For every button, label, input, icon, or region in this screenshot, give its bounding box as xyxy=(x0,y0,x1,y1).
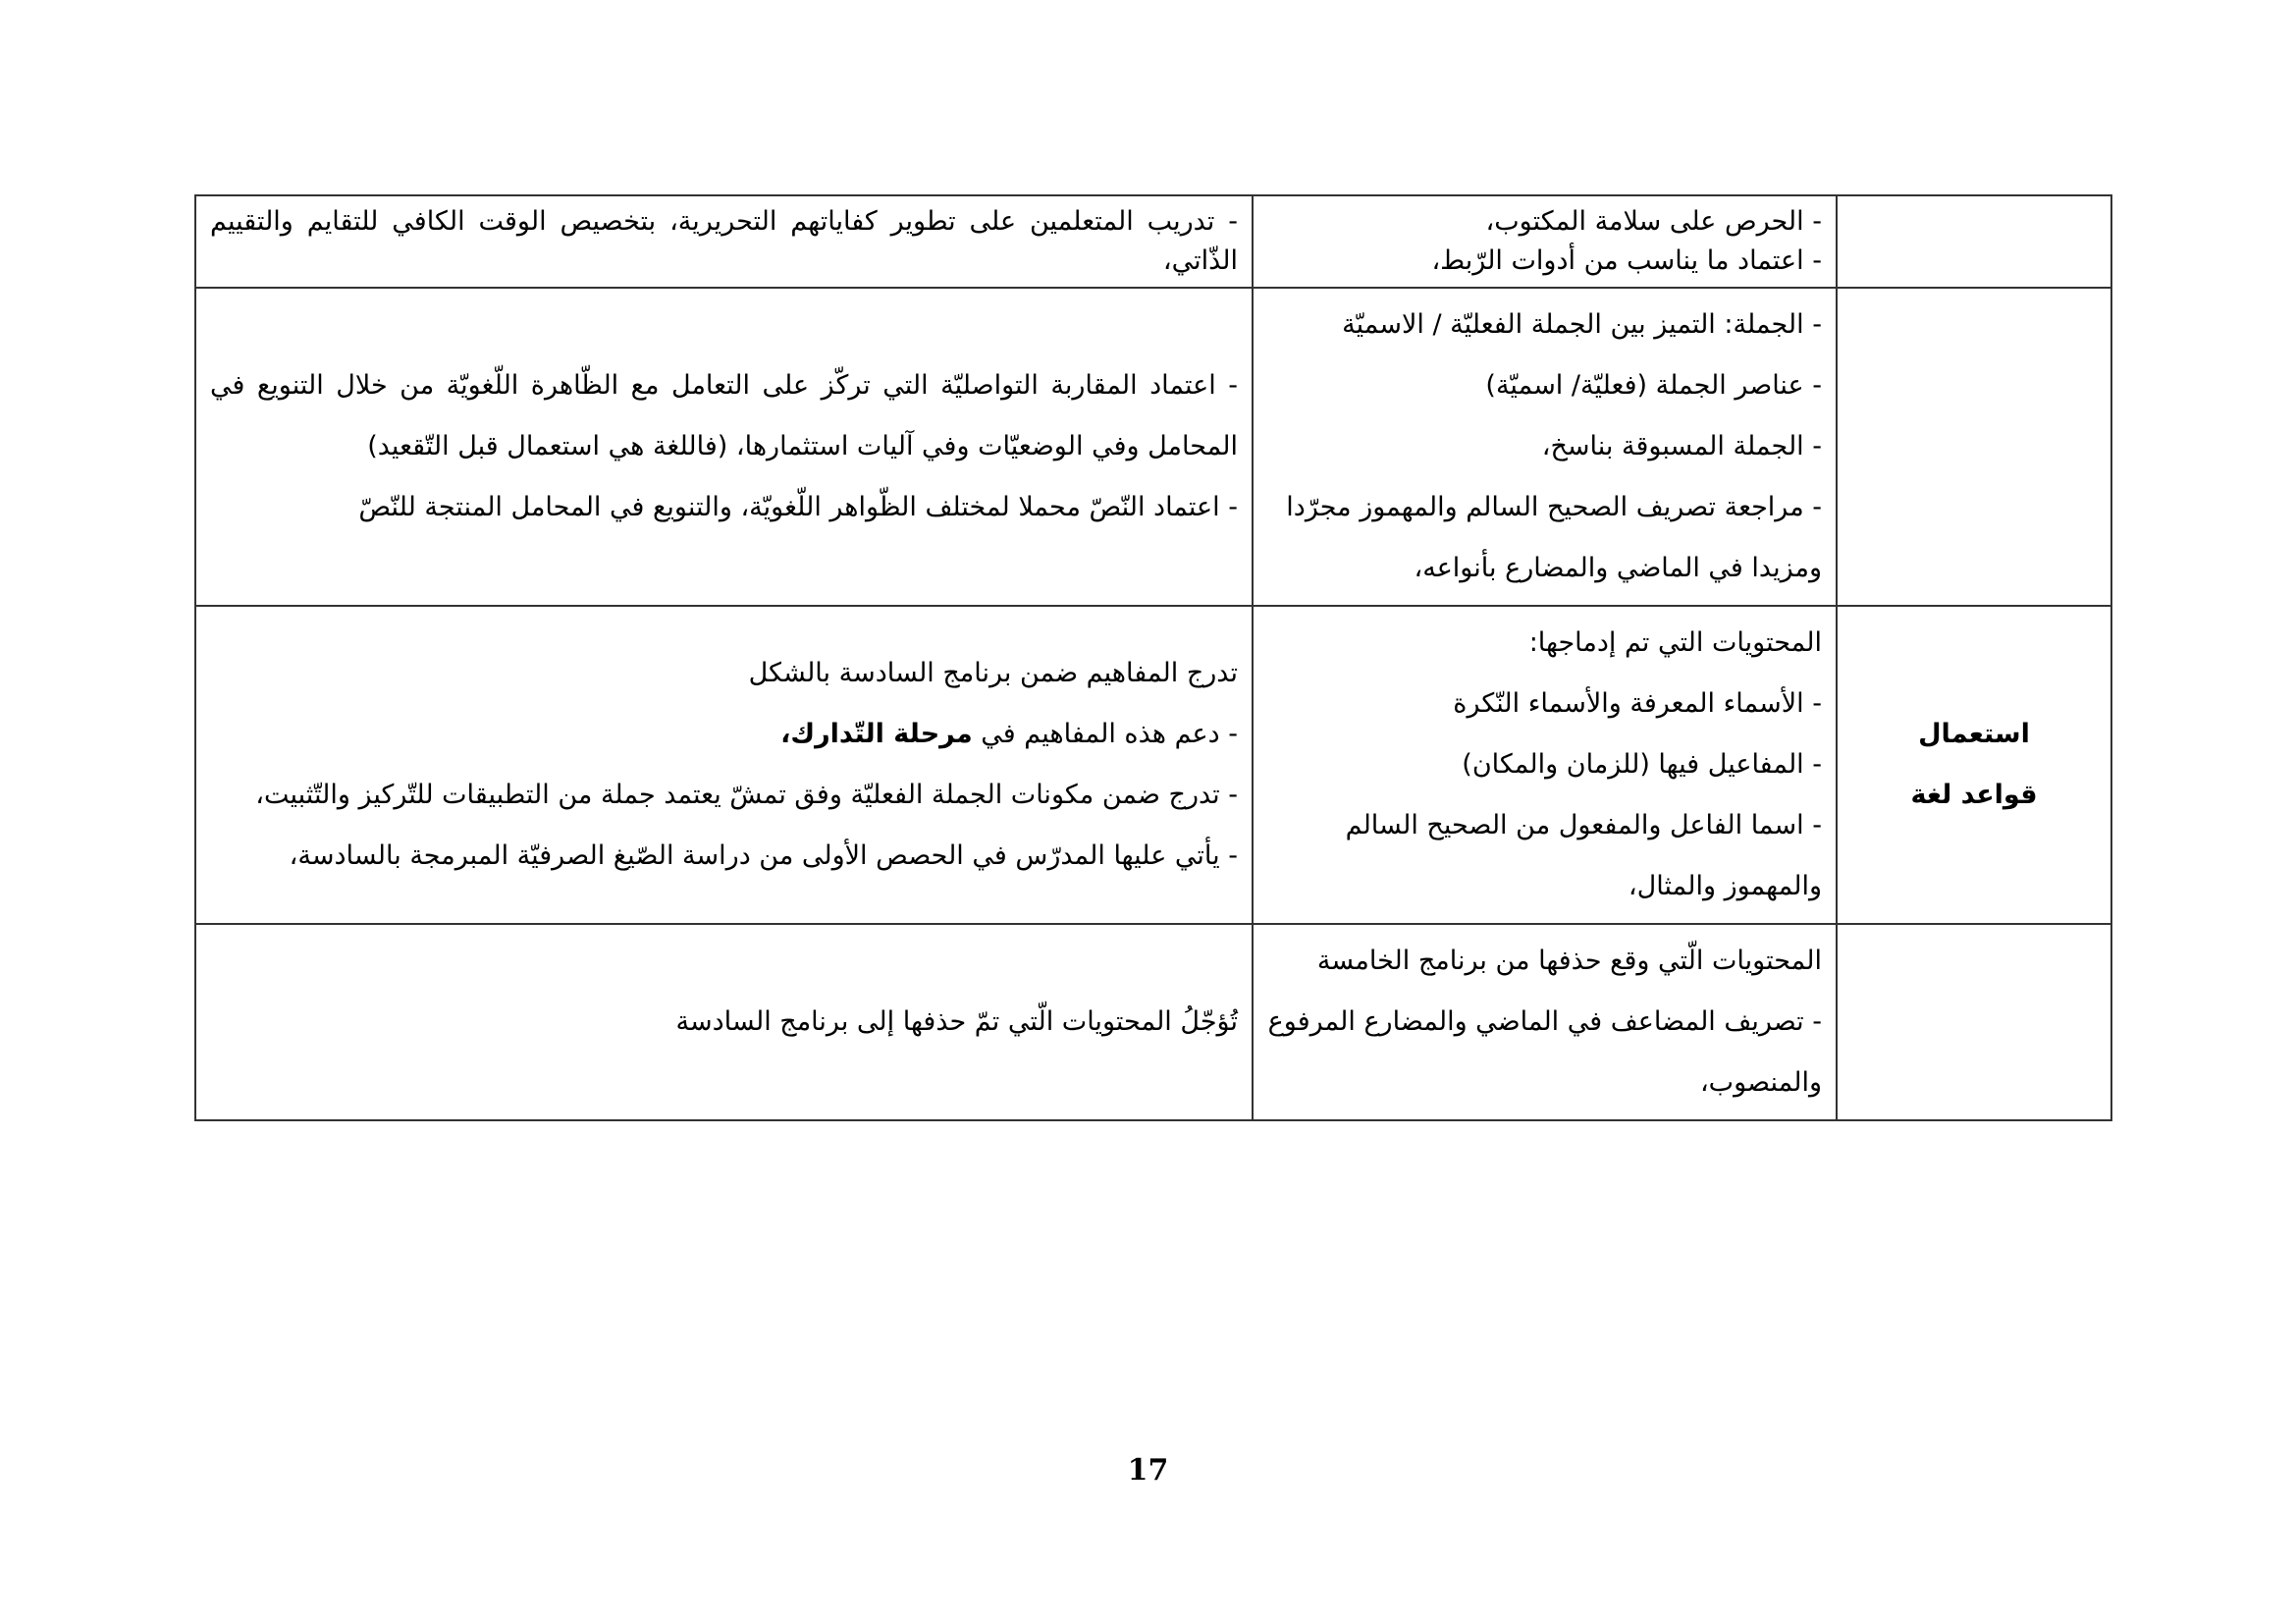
content-line: - مراجعة تصريف الصحيح السالم والمهموز مجرّدا ومزيدا في الماضي والمضارع بأنواعه، xyxy=(1286,492,1822,583)
notes-line: - تدريب المتعلمين على تطوير كفاياتهم التحريرية، بتخصيص الوقت الكافي للتقايم والتقييم الذّاتي، xyxy=(210,206,1238,276)
content-line: - اسما الفاعل والمفعول من الصحيح السالم والمهموز والمثال، xyxy=(1345,810,1822,901)
content-cell xyxy=(1253,924,1837,1120)
notes-support-emphasis: مرحلة التّدارك، xyxy=(780,719,973,749)
domain-title-line: قواعد لغة xyxy=(1910,780,2038,810)
notes-line: - تدرج ضمن مكونات الجملة الفعليّة وفق تمشّ يعتمد جملة من التطبيقات للتّركيز والتّثبيت، xyxy=(255,780,1238,810)
notes-support-line xyxy=(210,704,1238,765)
table-row xyxy=(195,924,2111,1120)
content-line: - الأسماء المعرفة والأسماء النّكرة xyxy=(1453,688,1822,719)
notes-line: - اعتماد المقاربة التواصليّة التي تركّز على التعامل مع الظّاهرة اللّغويّة من خلال التنويع في المحامل وفي الوضعيّات وفي آليات استثمارها، (فاللغة هي استعمال قبل التّقعيد) xyxy=(210,370,1238,461)
domain-title-line: استعمال xyxy=(1918,719,2030,749)
content-line: - اعتماد ما يناسب من أدوات الرّبط، xyxy=(1431,245,1822,276)
page-number: 17 xyxy=(1127,1453,1169,1488)
content-line: - الجملة المسبوقة بناسخ، xyxy=(1541,431,1822,461)
content-line: - المفاعيل فيها (للزمان والمكان) xyxy=(1462,749,1822,780)
notes-cell xyxy=(195,924,1253,1120)
notes-cell xyxy=(195,195,1253,288)
content-line: المحتويات التي تم إدماجها: xyxy=(1528,627,1822,658)
notes-support-prefix: - دعم هذه المفاهيم في xyxy=(972,719,1238,749)
notes-line: تدرج المفاهيم ضمن برنامج السادسة بالشكل xyxy=(748,658,1238,688)
notes-line: - اعتماد النّصّ محملا لمختلف الظّواهر اللّغويّة، والتنويع في المحامل المنتجة للنّصّ xyxy=(358,492,1238,522)
content-line: - الجملة: التميز بين الجملة الفعليّة / الاسميّة xyxy=(1342,309,1822,340)
table-row xyxy=(195,606,2111,924)
notes-line: - يأتي عليها المدرّس في الحصص الأولى من دراسة الصّيغ الصرفيّة المبرمجة بالسادسة، xyxy=(289,840,1238,871)
notes-cell xyxy=(195,288,1253,606)
notes-cell xyxy=(195,606,1253,924)
content-line: - تصريف المضاعف في الماضي والمضارع المرفوع والمنصوب، xyxy=(1267,1006,1822,1098)
domain-cell xyxy=(1837,195,2111,288)
table-row xyxy=(195,195,2111,288)
content-line: - عناصر الجملة (فعليّة/ اسميّة) xyxy=(1485,370,1822,401)
notes-line: تُؤجّلُ المحتويات الّتي تمّ حذفها إلى برنامج السادسة xyxy=(675,1006,1238,1037)
content-line: المحتويات الّتي وقع حذفها من برنامج الخامسة xyxy=(1316,946,1822,976)
content-cell xyxy=(1253,606,1837,924)
domain-cell xyxy=(1837,288,2111,606)
content-cell xyxy=(1253,288,1837,606)
curriculum-table xyxy=(194,194,2112,1121)
content-line: - الحرص على سلامة المكتوب، xyxy=(1485,206,1822,237)
content-cell xyxy=(1253,195,1837,288)
domain-cell xyxy=(1837,924,2111,1120)
domain-cell xyxy=(1837,606,2111,924)
table-row xyxy=(195,288,2111,606)
